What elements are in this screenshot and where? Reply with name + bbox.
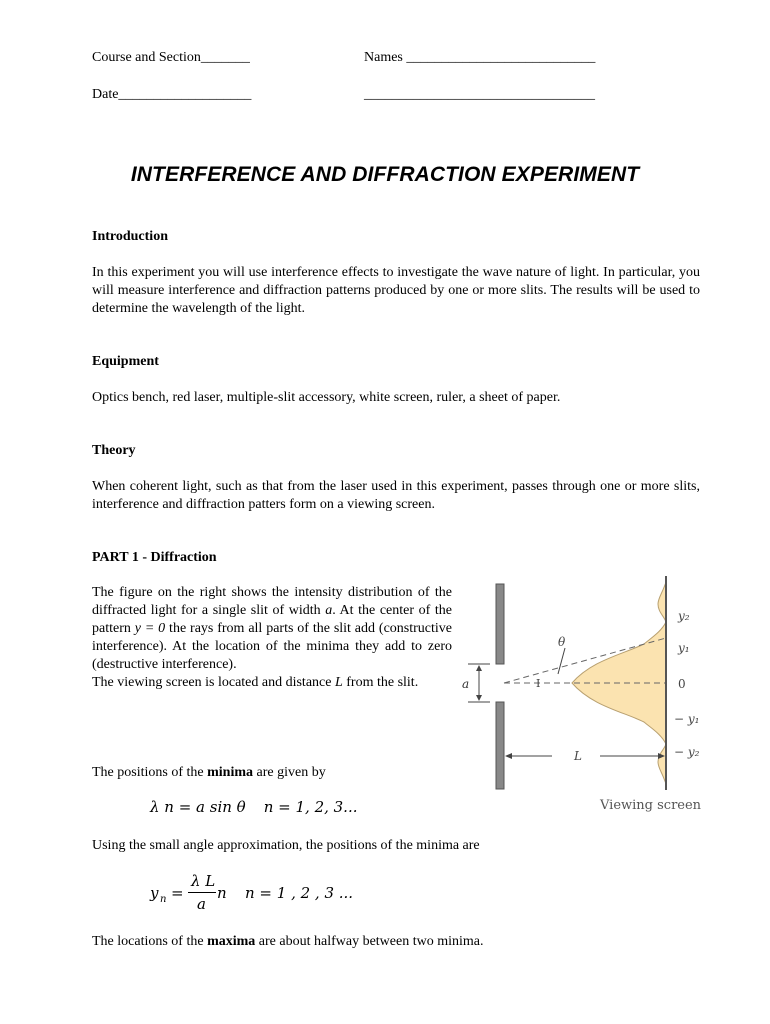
equipment-text: Optics bench, red laser, multiple-slit accessory, white screen, ruler, a sheet of paper.	[92, 390, 561, 405]
part1-screen-distance: The viewing screen is located and distance L from the slit.	[92, 675, 419, 690]
theory-text: When coherent light, such as that from the laser used in this experiment, passes through one or more slits, interference and diffraction patters form on a viewing screen.	[92, 479, 700, 512]
minima-intro: The positions of the minima are given by	[92, 765, 326, 780]
label-neg-y2: − y₂	[674, 745, 700, 759]
maxima-text: The locations of the maxima are about halfway between two minima.	[92, 934, 484, 949]
introduction-text: In this experiment you will use interference effects to investigate the wave nature of light. In particular, you will measure interference and diffraction patterns produced by one or more slits. The results will be used to determine the wavelength of the light.	[92, 265, 700, 316]
course-section-field: Course and Section_______	[92, 50, 250, 65]
viewing-screen-caption: Viewing screen	[600, 798, 702, 813]
equation-minima-positions: y n = λ L a n n = 1 , 2 , 3 ...	[150, 872, 354, 913]
small-angle-text: Using the small angle approximation, the positions of the minima are	[92, 838, 480, 853]
introduction-heading: Introduction	[92, 229, 168, 244]
page-title: INTERFERENCE AND DIFFRACTION EXPERIMENT	[130, 163, 640, 186]
label-zero: 0	[678, 677, 686, 691]
label-y1: y₁	[678, 641, 690, 655]
slit-barrier-top	[496, 584, 504, 664]
diffraction-figure	[452, 574, 714, 816]
equipment-heading: Equipment	[92, 354, 159, 369]
theta-label: θ	[558, 635, 566, 649]
part1-heading: PART 1 - Diffraction	[92, 550, 217, 565]
label-y2: y₂	[678, 609, 690, 623]
date-field: Date___________________	[92, 87, 252, 102]
intensity-label: I	[536, 677, 541, 690]
distance-label: L	[574, 749, 582, 763]
theory-heading: Theory	[92, 443, 136, 458]
equation-minima: λ n = a sin θ n = 1, 2, 3...	[150, 798, 358, 816]
label-neg-y1: − y₁	[674, 712, 700, 726]
slit-barrier-bottom	[496, 702, 504, 789]
names-second-line: _________________________________	[364, 87, 595, 102]
part1-figure-description: The figure on the right shows the intensity distribution of the diffracted light for a single slit of width a. At the center of the pattern y = 0 the rays from all parts of the slit add (constructive interference). At the location of the minima they add to zero (destructive interference).	[92, 585, 452, 672]
names-field: Names ___________________________	[364, 50, 596, 65]
slit-width-label: a	[462, 677, 470, 691]
